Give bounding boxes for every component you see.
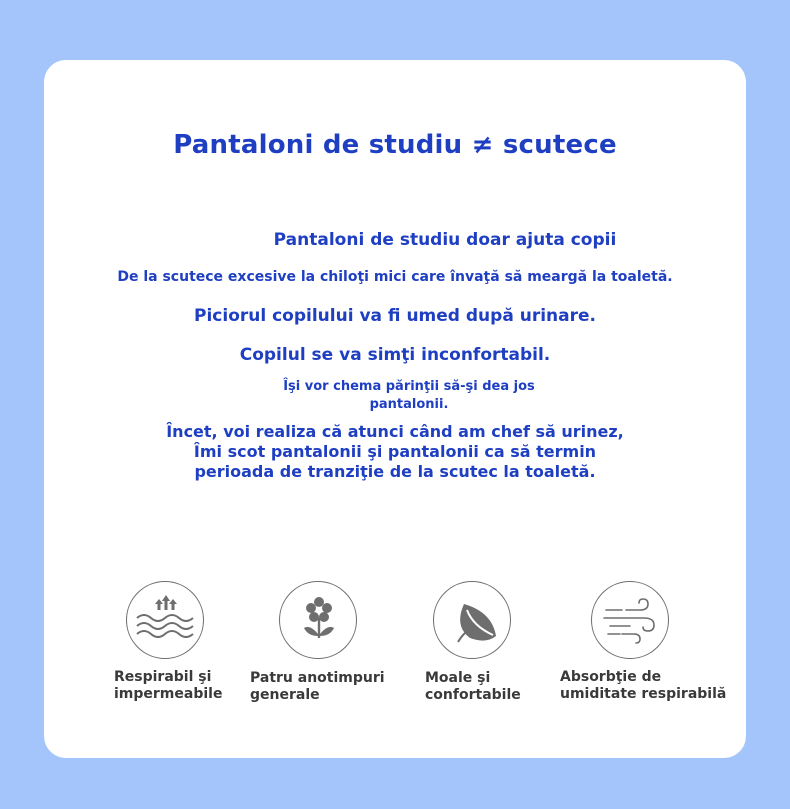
feature-label-four-seasons: Patru anotimpuri generale	[250, 670, 385, 703]
text-line-parents-1: Îşi vor chema părinţii să-şi dea jos	[283, 379, 535, 394]
text-block-realize	[0, 422, 790, 482]
text-line-realize-2: Îmi scot pantalonii şi pantalonii ca să termin	[193, 442, 597, 461]
text-line-realize-3: perioada de tranziţie de la scutec la toaletă.	[194, 462, 596, 481]
leaf-icon	[433, 581, 511, 659]
flower-icon	[279, 581, 357, 659]
text-block-parents	[14, 378, 790, 414]
feature-label-soft: Moale şi confortabile	[425, 670, 521, 703]
breathable-waves-icon	[126, 581, 204, 659]
page-title: Pantaloni de studiu ≠ scutece	[173, 130, 617, 160]
feature-label-breathable: Respirabil şi impermeabile	[114, 669, 223, 702]
text-line-intro: Pantaloni de studiu doar ajuta copii	[273, 230, 617, 250]
text-line-wet-foot: Piciorul copilului va fi umed după urinare.	[194, 306, 596, 326]
wind-icon	[591, 581, 669, 659]
text-line-uncomfortable: Copilul se va simţi inconfortabil.	[239, 345, 551, 365]
text-line-parents-2: pantalonii.	[369, 397, 449, 412]
text-line-transition: De la scutece excesive la chiloţi mici care învaţă să meargă la toaletă.	[117, 269, 673, 285]
text-line-realize-1: Încet, voi realiza că atunci când am chef să urinez,	[166, 422, 624, 441]
feature-label-absorption: Absorbţie de umiditate respirabilă	[560, 669, 727, 702]
